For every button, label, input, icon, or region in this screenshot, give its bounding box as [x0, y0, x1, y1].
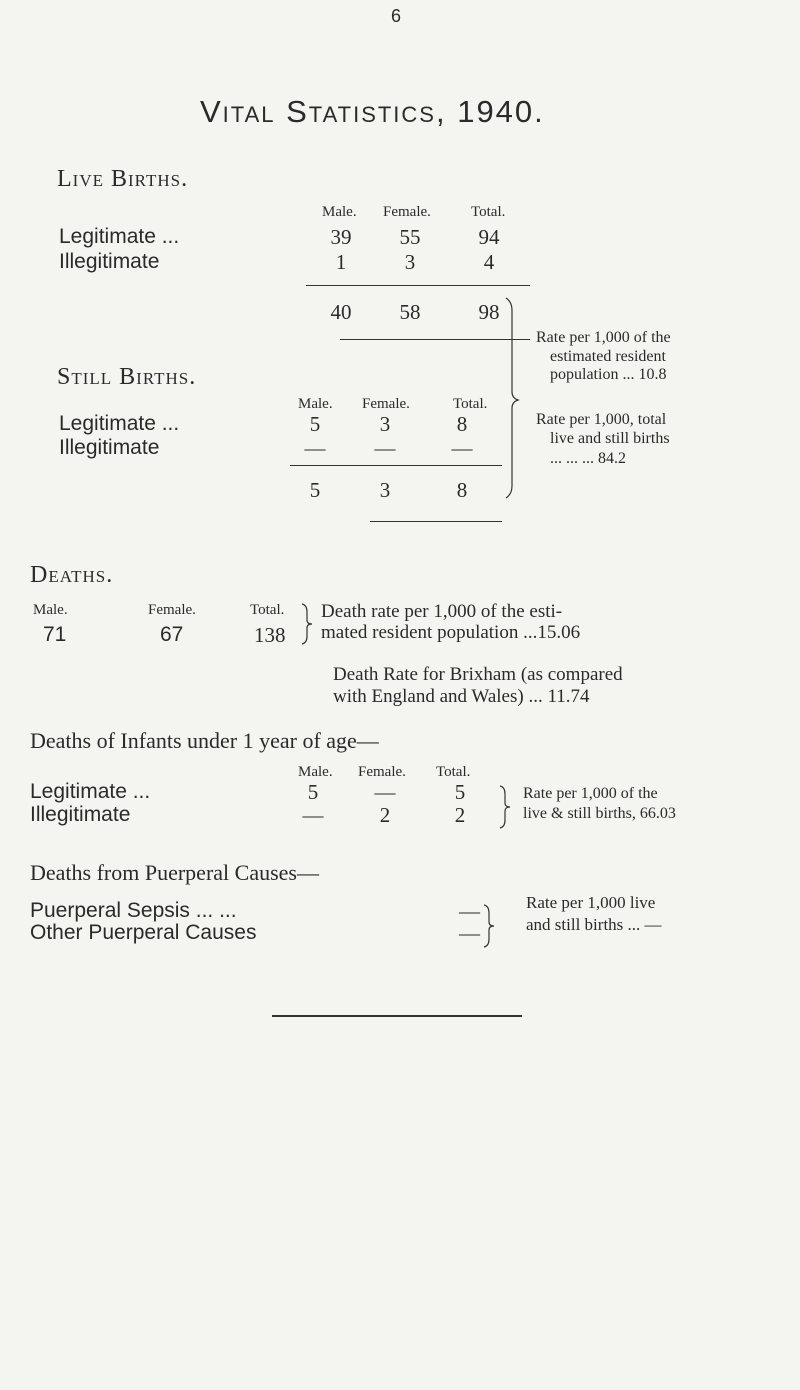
live-births-header-male: Male.	[322, 204, 357, 220]
deaths-header-male: Male.	[33, 602, 68, 618]
birth-rate-2-line-2: live and still births	[550, 430, 670, 447]
infant-header-male: Male.	[298, 764, 333, 780]
infant-header-total: Total.	[436, 764, 471, 780]
puerperal-row-label: Puerperal Sepsis ... ...	[30, 899, 237, 922]
still-births-legit-total: 8	[456, 412, 468, 436]
live-births-total-total: 98	[478, 300, 500, 324]
infant-row-label: Legitimate ...	[30, 780, 151, 803]
birth-rate-2-line-1: Rate per 1,000, total	[536, 411, 667, 428]
still-births-rule-top	[290, 465, 502, 466]
live-births-total-female: 58	[399, 300, 421, 324]
still-births-legit-female: 3	[379, 412, 391, 436]
live-births-rule-top	[306, 285, 530, 286]
birth-rate-1-line-2: estimated resident	[550, 348, 666, 365]
infant-rate-line-1: Rate per 1,000 of the	[523, 785, 658, 802]
birth-rates-brace	[500, 296, 530, 500]
live-births-total-male: 40	[330, 300, 352, 324]
birth-rate-2-line-3: ... ... ... 84.2	[550, 450, 626, 467]
still-births-row-label: Legitimate ...	[59, 412, 180, 435]
deaths-total: 138	[254, 623, 286, 647]
live-births-legit-total: 94	[478, 225, 500, 249]
infant-legit-total: 5	[454, 780, 466, 804]
live-births-illegit-male: 1	[335, 250, 347, 274]
live-births-legit-female: 55	[399, 225, 421, 249]
puerperal-other-value: —	[459, 921, 480, 945]
puerperal-rate-brace	[482, 903, 496, 949]
still-births-illegit-male: —	[304, 436, 326, 460]
infant-rate-line-2: live & still births, 66.03	[523, 805, 676, 822]
page-number: 6	[391, 6, 402, 26]
deaths-rate-brace	[300, 602, 314, 646]
death-rate-line-1: Death rate per 1,000 of the esti-	[321, 601, 563, 622]
deaths-header-female: Female.	[148, 602, 196, 618]
still-births-rule-bottom	[370, 521, 502, 522]
infant-illegit-total: 2	[454, 803, 466, 827]
still-births-header-total: Total.	[453, 396, 488, 412]
infant-row-label: Illegitimate	[30, 803, 131, 826]
still-births-header-female: Female.	[362, 396, 410, 412]
puerperal-row-label: Other Puerperal Causes	[30, 921, 257, 944]
live-births-heading: Live Births.	[57, 166, 189, 192]
still-births-illegit-total: —	[451, 436, 473, 460]
brixham-rate-line-2: with England and Wales) ... 11.74	[333, 686, 590, 707]
deaths-header-total: Total.	[250, 602, 285, 618]
live-births-row-label: Illegitimate	[59, 250, 160, 273]
infant-illegit-male: —	[302, 803, 324, 827]
brixham-rate-line-1: Death Rate for Brixham (as compared	[333, 664, 623, 685]
infant-legit-male: 5	[307, 780, 319, 804]
infant-rate-brace	[498, 784, 512, 830]
live-births-illegit-total: 4	[483, 250, 495, 274]
live-births-illegit-female: 3	[404, 250, 416, 274]
still-births-illegit-female: —	[374, 436, 396, 460]
puerperal-heading: Deaths from Puerperal Causes—	[30, 860, 319, 885]
page-title: Vital Statistics, 1940.	[200, 94, 545, 129]
birth-rate-1-line-3: population ... 10.8	[550, 366, 667, 383]
deaths-female: 67	[160, 623, 184, 646]
still-births-row-label: Illegitimate	[59, 436, 160, 459]
puerperal-sepsis-value: —	[459, 899, 480, 923]
still-births-heading: Still Births.	[57, 364, 197, 390]
still-births-legit-male: 5	[309, 412, 321, 436]
still-births-total-female: 3	[379, 478, 391, 502]
death-rate-line-2: mated resident population ...15.06	[321, 622, 581, 643]
closing-rule	[272, 1015, 522, 1017]
still-births-total-male: 5	[309, 478, 321, 502]
still-births-total-total: 8	[456, 478, 468, 502]
infant-deaths-heading: Deaths of Infants under 1 year of age—	[30, 728, 379, 753]
live-births-legit-male: 39	[330, 225, 352, 249]
deaths-heading: Deaths.	[30, 562, 114, 588]
live-births-header-female: Female.	[383, 204, 431, 220]
infant-illegit-female: 2	[379, 803, 391, 827]
puerperal-rate-line-1: Rate per 1,000 live	[526, 893, 656, 912]
birth-rate-1-line-1: Rate per 1,000 of the	[536, 329, 671, 346]
infant-header-female: Female.	[358, 764, 406, 780]
deaths-male: 71	[43, 623, 67, 646]
still-births-header-male: Male.	[298, 396, 333, 412]
live-births-row-label: Legitimate ...	[59, 225, 180, 248]
infant-legit-female: —	[374, 780, 396, 804]
puerperal-rate-line-2: and still births ... —	[526, 915, 662, 934]
live-births-header-total: Total.	[471, 204, 506, 220]
